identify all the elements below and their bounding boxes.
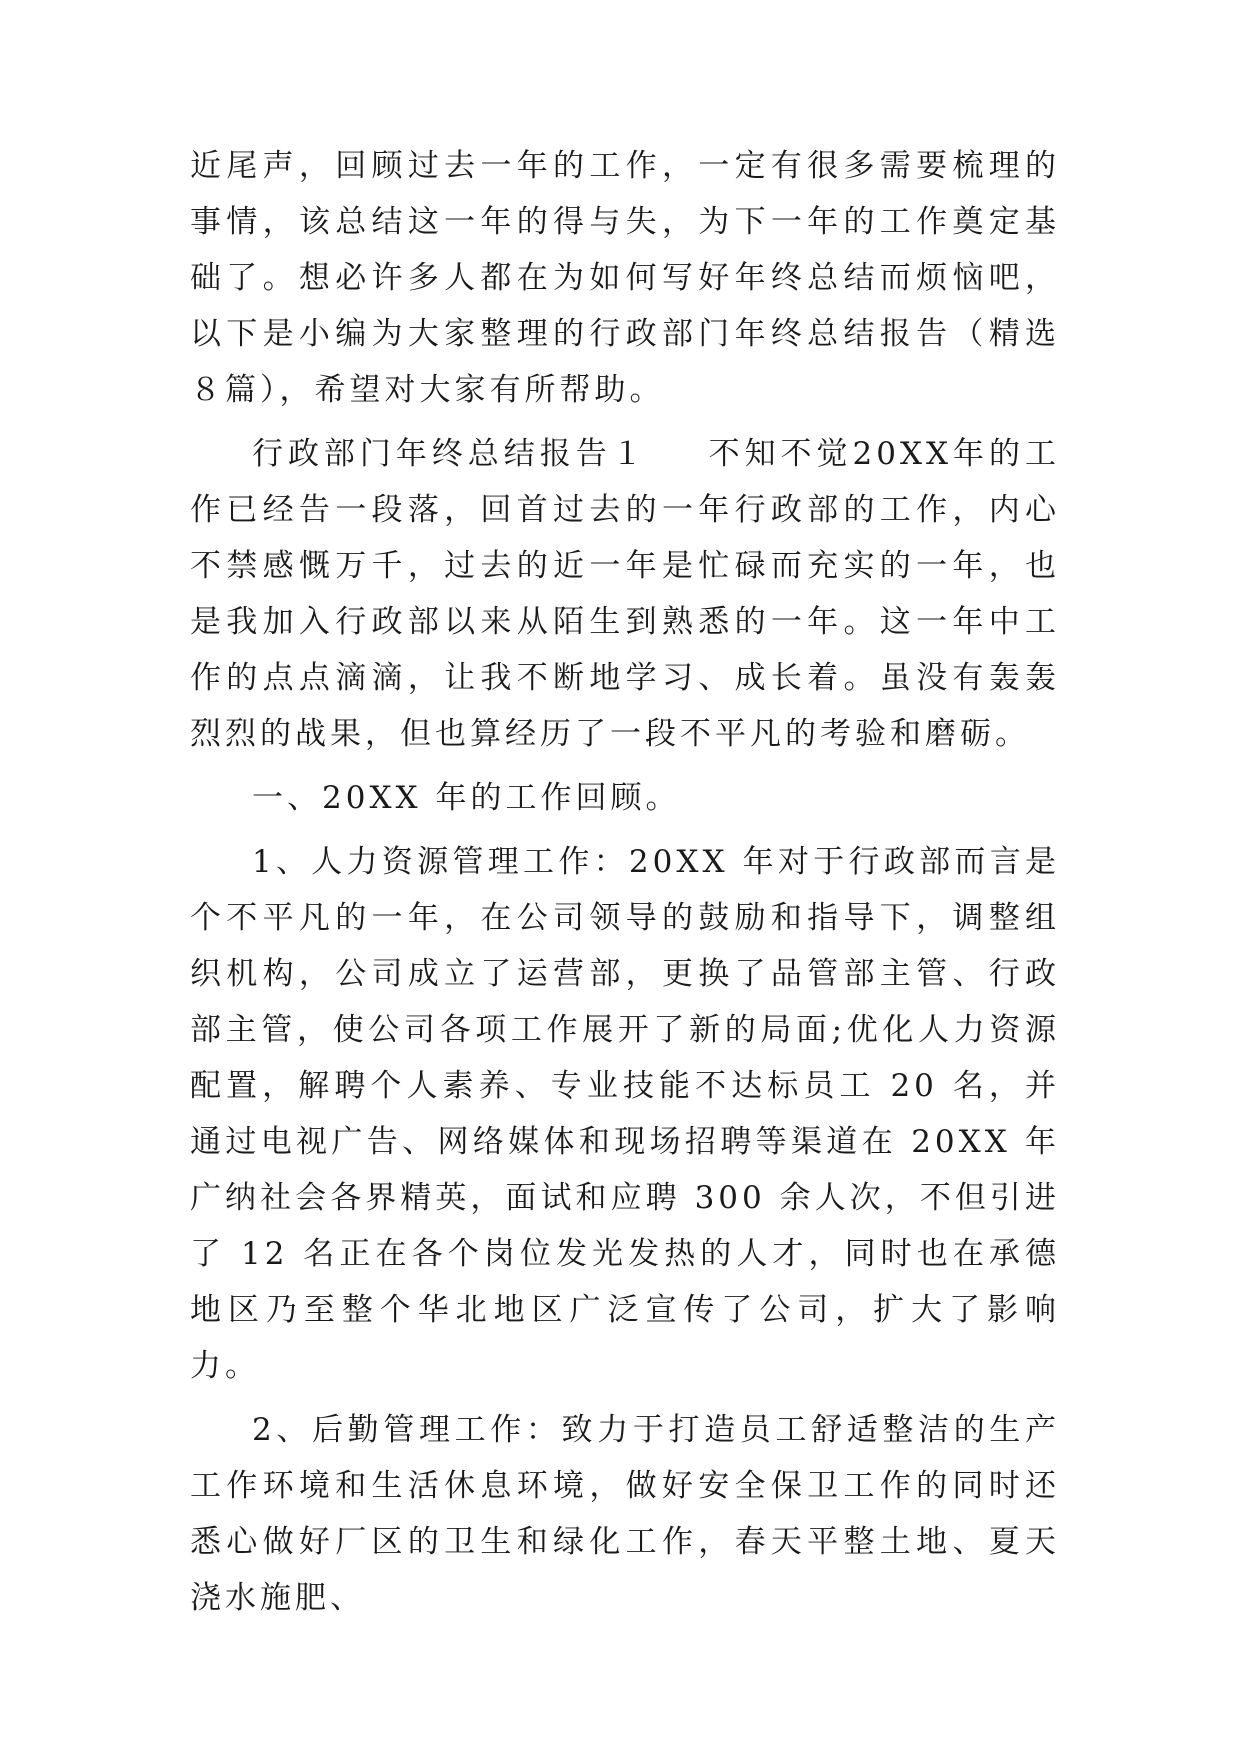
report-paragraph: [190, 426, 1060, 762]
report-opening: 不知不觉20XX年的工作已经告一段落，回首过去的一年行政部的工作，内心不禁感慨万千，过去的近一年是忙碌而充实的一年，也是我加入行政部以来从陌生到熟悉的一年。这一年中工作的点点滴滴，让我不断地学习、成长着。虽没有轰轰烈烈的战果，但也算经历了一段不平凡的考验和磨砺。: [190, 436, 1060, 752]
item-paragraph-1: 1、人力资源管理工作：20XX 年对于行政部而言是个不平凡的一年，在公司领导的鼓励和指导下，调整组织机构，公司成立了运营部，更换了品管部主管、行政部主管，使公司各项工作展开了新的局面;优化人力资源配置，解聘个人素养、专业技能不达标员工 20 名，并通过电视广告、网络媒体和现场招聘等渠道在 20XX 年广纳社会各界精英，面试和应聘 300 余人次，不但引进了 12 名正在各个岗位发光发热的人才，同时也在承德地区乃至整个华北地区广泛宣传了公司，扩大了影响力。: [190, 844, 1060, 1384]
document-body: [190, 138, 1060, 1626]
item-paragraph-2: 2、后勤管理工作：致力于打造员工舒适整洁的生产工作环境和生活休息环境，做好安全保卫工作的同时还悉心做好厂区的卫生和绿化工作，春天平整土地、夏天浇水施肥、: [190, 1412, 1060, 1616]
section-heading: 一、20XX 年的工作回顾。: [252, 780, 681, 816]
report-title: 行政部门年终总结报告１: [252, 436, 648, 472]
intro-paragraph: 近尾声，回顾过去一年的工作，一定有很多需要梳理的事情，该总结这一年的得与失，为下一年的工作奠定基础了。想必许多人都在为如何写好年终总结而烦恼吧，以下是小编为大家整理的行政部门年终总结报告（精选８篇），希望对大家有所帮助。: [190, 148, 1060, 408]
